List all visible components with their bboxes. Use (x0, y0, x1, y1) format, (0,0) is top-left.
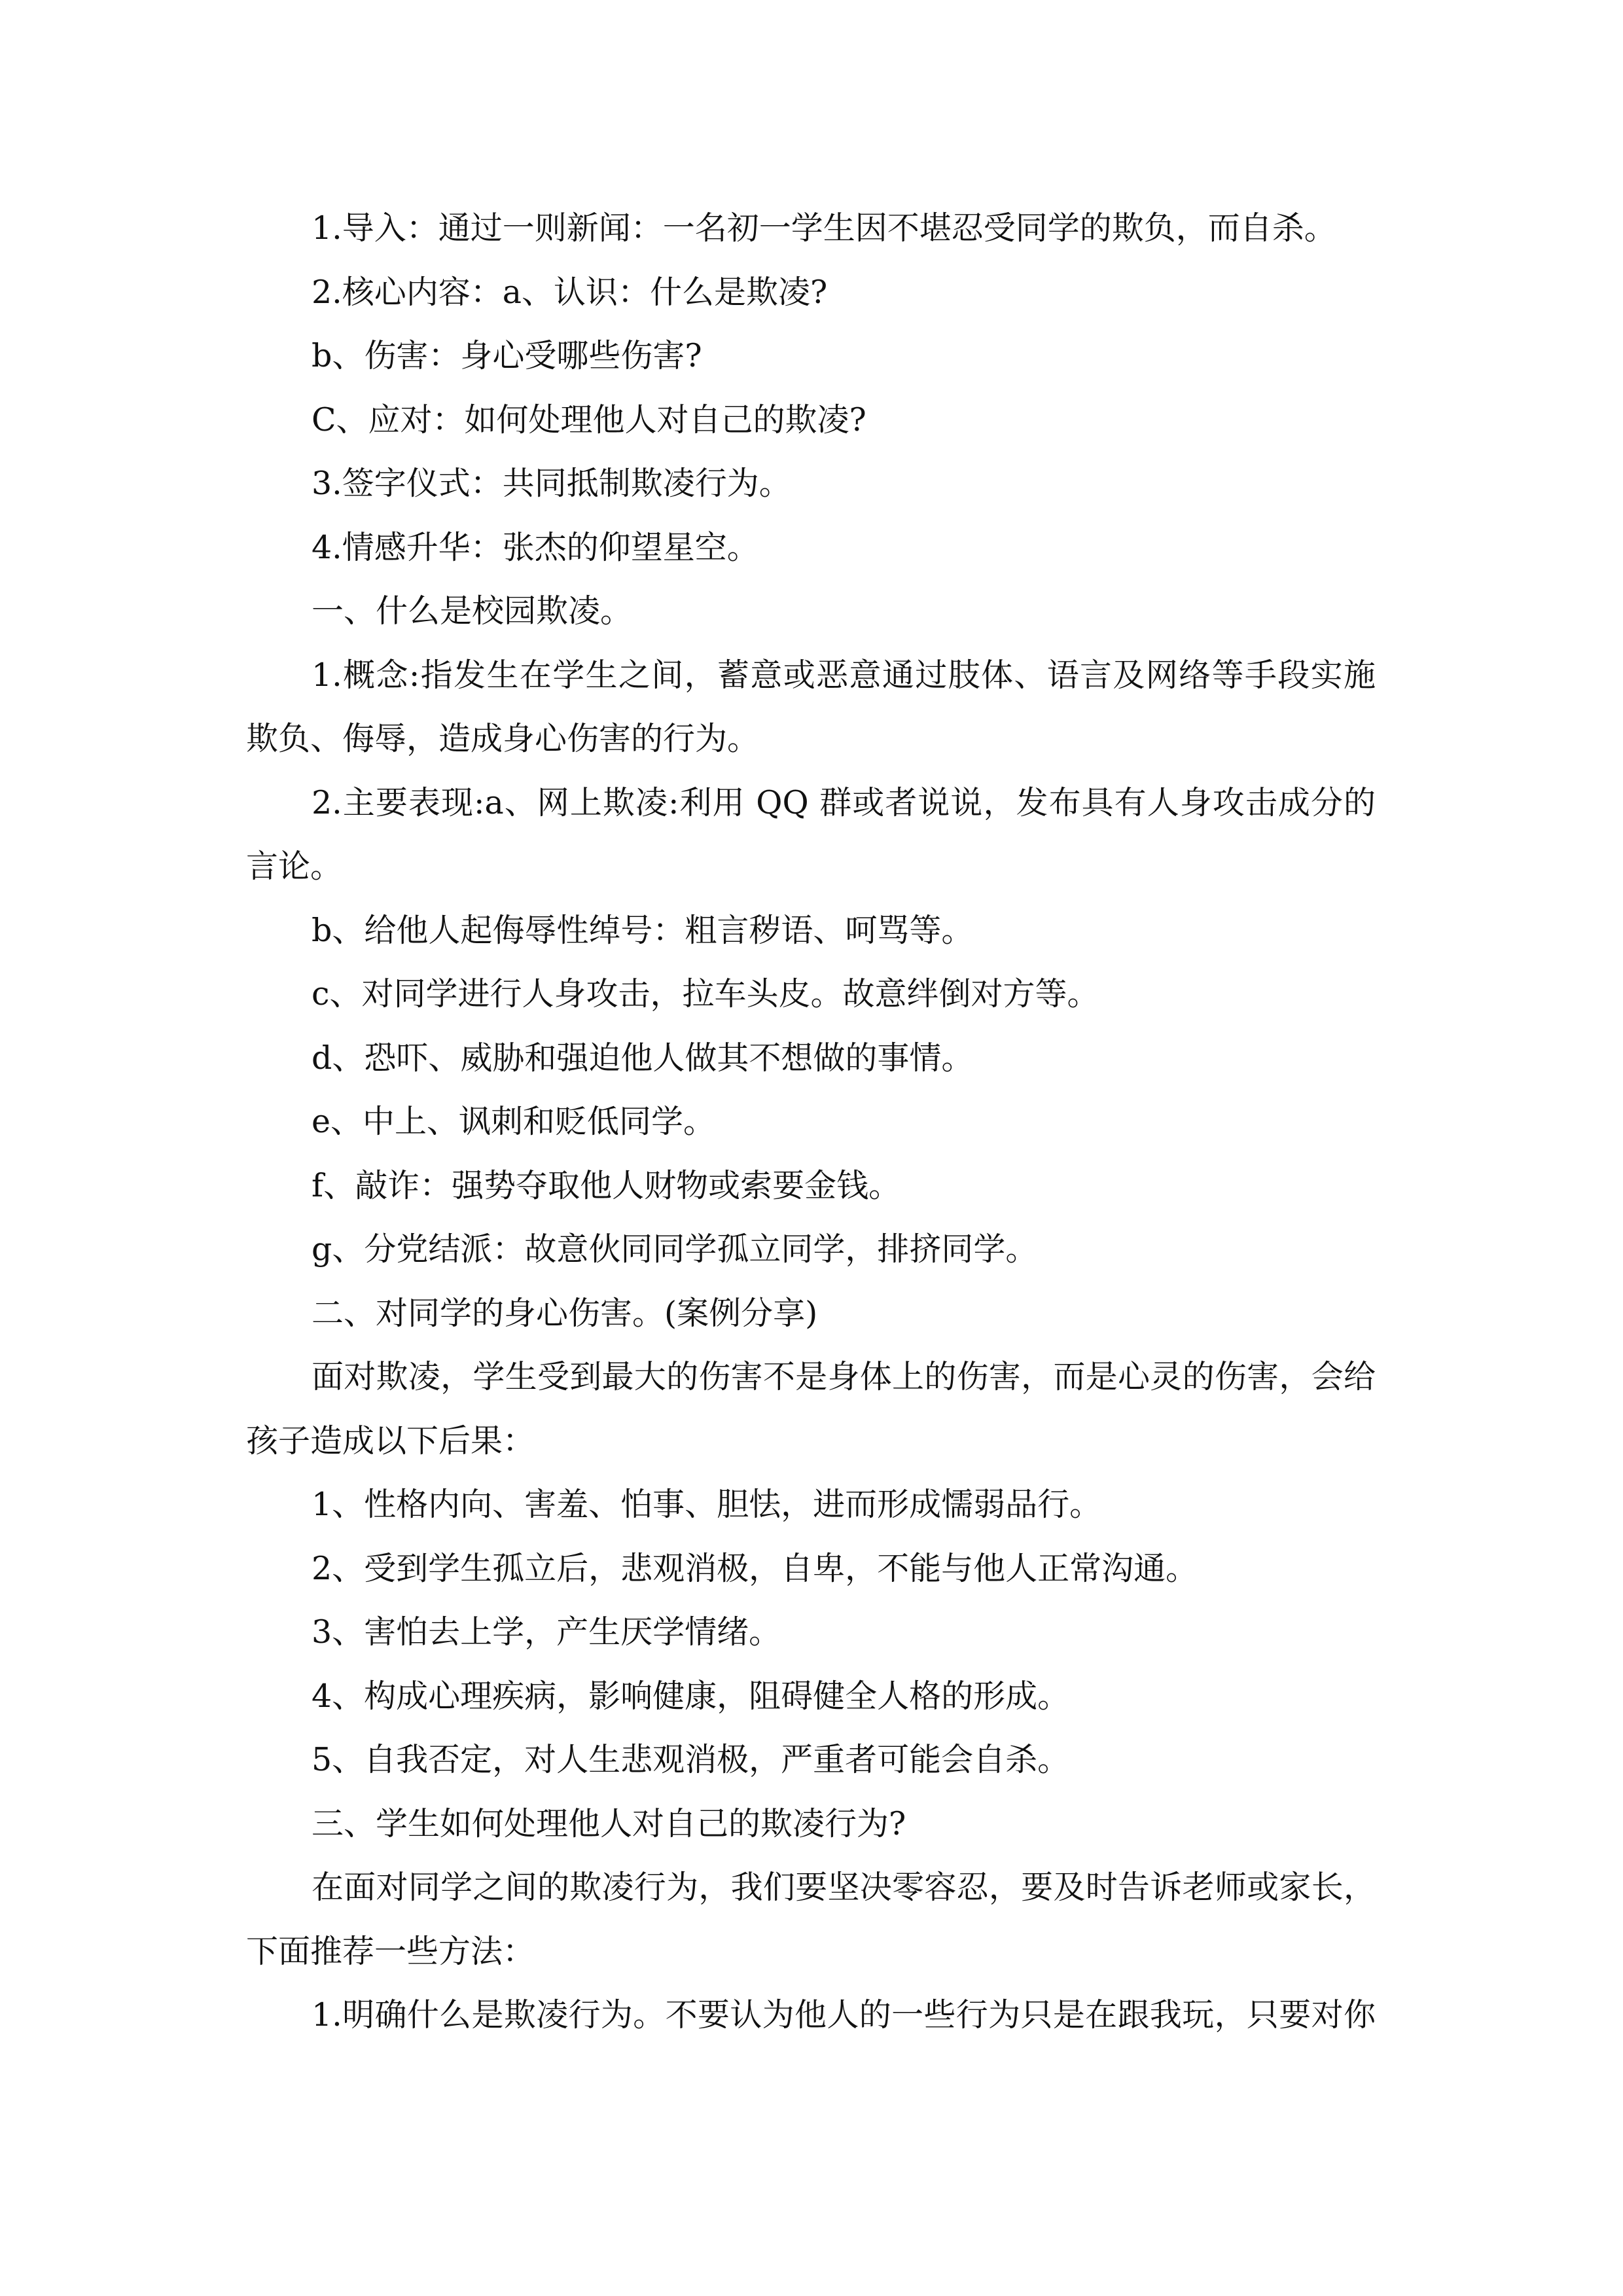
text-line: 1.导入：通过一则新闻：一名初一学生因不堪忍受同学的欺负，而自杀。 (312, 209, 1336, 247)
paragraph (246, 579, 1376, 643)
text-line: 3.签字仪式：共同抵制欺凌行为。 (312, 465, 791, 502)
paragraph (246, 962, 1376, 1026)
paragraph (246, 1473, 1376, 1537)
text-line: 三、学生如何处理他人对自己的欺凌行为? (312, 1804, 906, 1842)
paragraph (246, 1856, 1376, 1983)
text-line: 4、构成心理疾病，影响健康，阻碍健全人格的形成。 (312, 1677, 1070, 1715)
text-line: C、应对：如何处理他人对自己的欺凌? (312, 401, 866, 439)
text-line: e、中上、讽刺和贬低同学。 (312, 1103, 715, 1140)
text-line: b、伤害：身心受哪些伤害? (312, 337, 702, 374)
paragraph (246, 899, 1376, 963)
paragraph (246, 1217, 1376, 1282)
text-line: 3、害怕去上学，产生厌学情绪。 (312, 1613, 781, 1651)
paragraph (246, 516, 1376, 580)
paragraph (246, 643, 1376, 771)
paragraph (246, 1345, 1376, 1473)
text-line: 下面推荐一些方法： (246, 1932, 535, 1970)
text-line: 2、受到学生孤立后，悲观消极，自卑，不能与他人正常沟通。 (312, 1549, 1198, 1587)
text-line: 欺负、侮辱，造成身心伤害的行为。 (246, 720, 760, 757)
text-line: 面对欺凌，学生受到最大的伤害不是身体上的伤害，而是心灵的伤害，会给 (312, 1358, 1376, 1395)
text-line: 一、什么是校园欺凌。 (312, 592, 633, 630)
text-line: 1、性格内向、害羞、怕事、胆怯，进而形成懦弱品行。 (312, 1486, 1102, 1523)
paragraph (246, 1728, 1376, 1792)
text-line: 4.情感升华：张杰的仰望星空。 (312, 528, 759, 566)
text-line: 1.明确什么是欺凌行为。不要认为他人的一些行为只是在跟我玩，只要对你 (312, 1996, 1376, 2034)
text-line: 言论。 (246, 848, 343, 885)
paragraph (246, 452, 1376, 516)
text-line: 在面对同学之间的欺凌行为，我们要坚决零容忍，要及时告诉老师或家长， (312, 1869, 1376, 1906)
paragraph (246, 1026, 1376, 1090)
document-page (246, 196, 1376, 2047)
text-line: d、恐吓、威胁和强迫他人做其不想做的事情。 (312, 1039, 974, 1077)
paragraph (246, 1664, 1376, 1729)
paragraph (246, 1537, 1376, 1601)
paragraph (246, 1154, 1376, 1218)
text-line: g、分党结派：故意伙同同学孤立同学，排挤同学。 (312, 1230, 1038, 1268)
paragraph (246, 771, 1376, 899)
text-line: b、给他人起侮辱性绰号：粗言秽语、呵骂等。 (312, 911, 974, 949)
paragraph (246, 324, 1376, 388)
paragraph (246, 388, 1376, 452)
paragraph (246, 196, 1376, 260)
text-line: 2.核心内容：a、认识：什么是欺凌? (312, 273, 828, 311)
text-line: 1.概念:指发生在学生之间，蓄意或恶意通过肢体、语言及网络等手段实施 (312, 656, 1376, 694)
paragraph (246, 1600, 1376, 1664)
paragraph (246, 1090, 1376, 1154)
paragraph (246, 260, 1376, 325)
text-line: 孩子造成以下后果： (246, 1422, 535, 1460)
text-line: 5、自我否定，对人生悲观消极，严重者可能会自杀。 (312, 1741, 1070, 1778)
text-line: c、对同学进行人身攻击，拉车头皮。故意绊倒对方等。 (312, 975, 1099, 1013)
paragraph (246, 1792, 1376, 1856)
text-line: f、敲诈：强势夺取他人财物或索要金钱。 (312, 1166, 901, 1204)
paragraph (246, 1983, 1376, 2047)
text-line: 二、对同学的身心伤害。(案例分享) (312, 1294, 818, 1332)
paragraph (246, 1282, 1376, 1346)
text-line: 2.主要表现:a、网上欺凌:利用 QQ 群或者说说，发布具有人身攻击成分的 (312, 783, 1376, 821)
